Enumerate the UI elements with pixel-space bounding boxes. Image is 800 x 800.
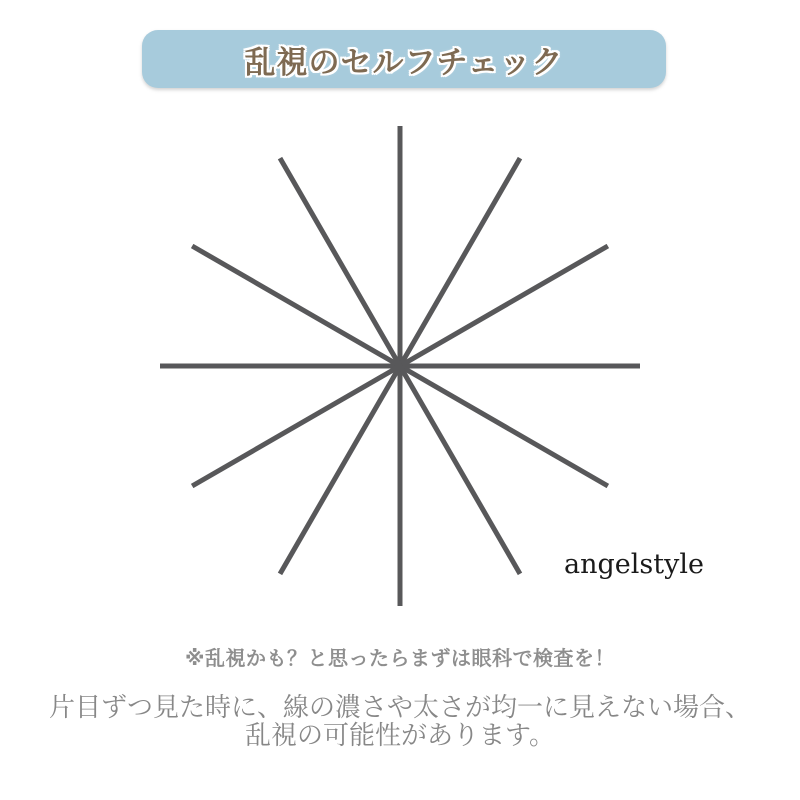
footer-text — [0, 694, 800, 750]
page-title: 乱視のセルフチェック — [244, 44, 564, 81]
watermark-text: angelstyle — [564, 549, 704, 580]
footer-line-2: 乱視の可能性があります。 — [245, 721, 555, 751]
footer-line-1: 片目ずつ見た時に、線の濃さや太さが均一に見えない場合、 — [48, 693, 751, 723]
caption-text: ※乱視かも？と思ったらまずは眼科で検査を！ — [185, 646, 615, 670]
